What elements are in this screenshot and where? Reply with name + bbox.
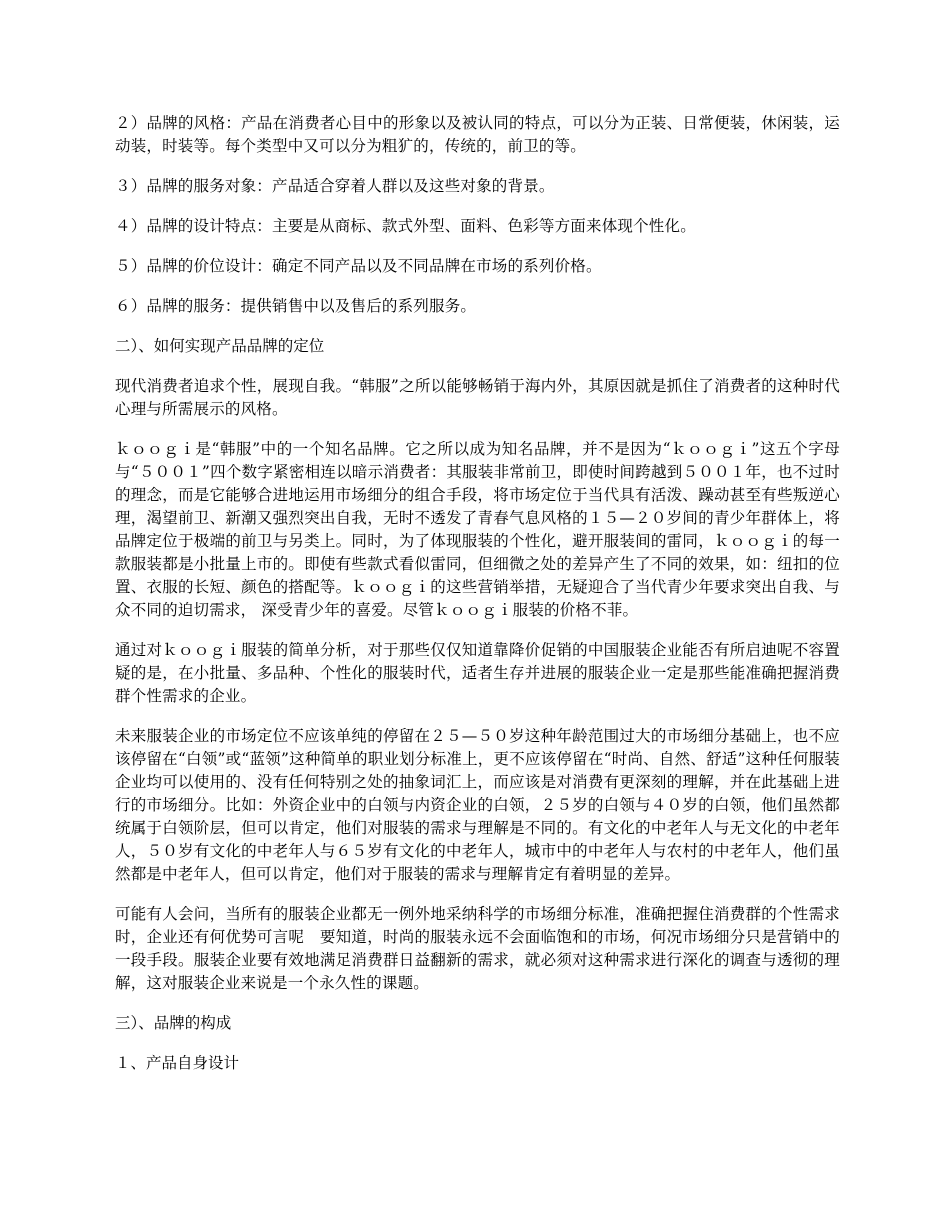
- paragraph-consumer-individuality: 现代消费者追求个性，展现自我。“韩服”之所以能够畅销于海内外，其原因就是抓住了消费者的这种时代心理与所需展示的风格。: [115, 377, 840, 418]
- paragraph-koogi-analysis: 通过对ｋｏｏｇｉ服装的简单分析，对于那些仅仅知道靠降价促销的中国服装企业能否有所启迪呢不容置疑的是，在小批量、多品种、个性化的服装时代，适者生存并进展的服装企业一定是那些能准确把握消费群个性需求的企业。: [115, 641, 840, 705]
- paragraph-competitive-advantage: 可能有人会问，当所有的服装企业都无一例外地采纳科学的市场细分标准，准确把握住消费群的个性需求时，企业还有何优势可言呢 要知道，时尚的服装永远不会面临饱和的市场，何况市场细分只是营销中的一段手段。服装企业要有效地满足消费群日益翻新的需求，就必须对这种需求进行深化的调查与透彻的理解，这对服装企业来说是一个永久性的课题。: [115, 905, 840, 992]
- subheading-product-design: １、产品自身设计: [115, 1054, 240, 1072]
- paragraph-brand-pricing: ５）品牌的价位设计：确定不同产品以及不同品牌在市场的系列价格。: [115, 257, 602, 275]
- paragraph-brand-audience: ３）品牌的服务对象：产品适合穿着人群以及这些对象的背景。: [115, 177, 555, 195]
- section-heading-brand-composition: 三）、品牌的构成: [115, 1014, 232, 1032]
- section-heading-positioning: 二）、如何实现产品品牌的定位: [115, 337, 325, 355]
- paragraph-koogi-case: ｋｏｏｇｉ是“韩服”中的一个知名品牌。它之所以成为知名品牌，并不是因为“ｋｏｏｇｉ”这五个字母与“５００１”四个数字紧密相连以暗示消费者：其服装非常前卫，即使时间跨越到５００１年，也不过时的理念，而是它能够合进地运用市场细分的组合手段，将市场定位于当代具有活泼、躁动甚至有些叛逆心理，渴望前卫、新潮又强烈突出自我，无时不透发了青春气息风格的１５—２０岁间的青少年群体上，将品牌定位于极端的前卫与另类上。同时，为了体现服装的个性化，避开服装间的雷同，ｋｏｏｇｉ的每一款服装都是小批量上市的。即使有些款式看似雷同，但细微之处的差异产生了不同的效果，如：纽扣的位置、衣服的长短、颜色的搭配等。ｋｏｏｇｉ的这些营销举措，无疑迎合了当代青少年要求突出自我、与众不同的迫切需求， 深受青少年的喜爱。尽管ｋｏｏｇｉ服装的价格不菲。: [115, 440, 840, 619]
- paragraph-brand-design: ４）品牌的设计特点：主要是从商标、款式外型、面料、色彩等方面来体现个性化。: [115, 217, 696, 235]
- paragraph-brand-style: ２）品牌的风格：产品在消费者心目中的形象以及被认同的特点，可以分为正装、日常便装，休闲装，运动装，时装等。每个类型中又可以分为粗犷的，传统的，前卫的等。: [115, 114, 840, 155]
- paragraph-market-segmentation: 未来服装企业的市场定位不应该单纯的停留在２５—５０岁这种年龄范围过大的市场细分基础上，也不应该停留在“白领”或“蓝领”这种简单的职业划分标准上，更不应该停留在“时尚、自然、舒适”这种任何服装企业均可以使用的、没有任何特别之处的抽象词汇上，而应该是对消费有更深刻的理解，并在此基础上进行的市场细分。比如：外资企业中的白领与内资企业的白领，２５岁的白领与４０岁的白领，他们虽然都统属于白领阶层，但可以肯定，他们对服装的需求与理解是不同的。有文化的中老年人与无文化的中老年人，５０岁有文化的中老年人与６５岁有文化的中老年人，城市中的中老年人与农村的中老年人，他们虽然都是中老年人，但可以肯定，他们对于服装的需求与理解肯定有着明显的差异。: [115, 727, 840, 883]
- paragraph-brand-service: ６）品牌的服务：提供销售中以及售后的系列服务。: [115, 297, 477, 315]
- document-page: [115, 112, 840, 1092]
